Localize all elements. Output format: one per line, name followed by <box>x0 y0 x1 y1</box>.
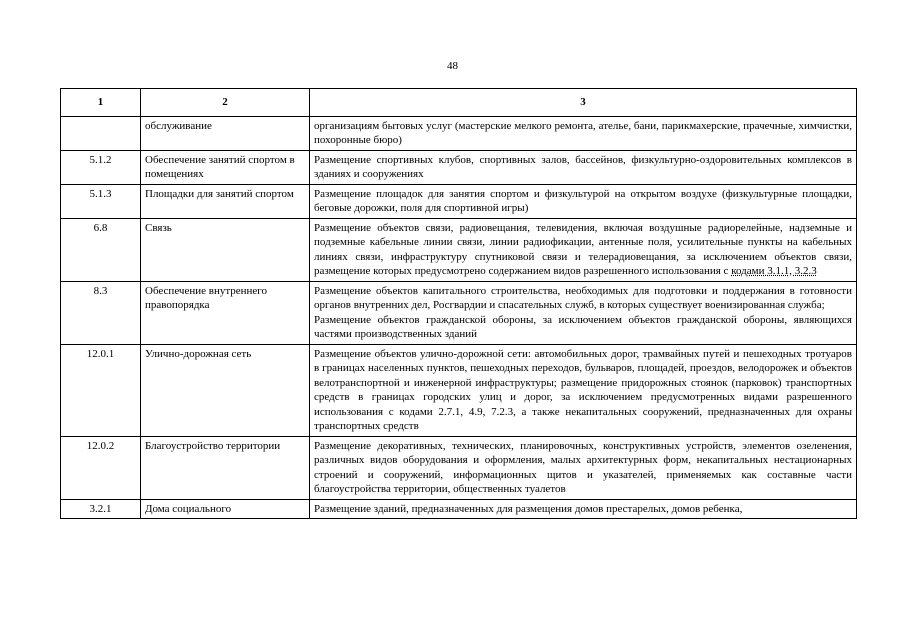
code-reference-link[interactable]: кодами 3.1.1, 3.2.3 <box>731 265 817 277</box>
land-use-description <box>310 184 857 218</box>
land-use-code: 12.0.1 <box>61 344 141 436</box>
description-paragraph <box>314 153 852 182</box>
land-use-description <box>310 436 857 499</box>
description-paragraph <box>314 221 852 279</box>
land-use-name: Связь <box>141 218 310 281</box>
land-use-code: 5.1.3 <box>61 184 141 218</box>
land-use-description <box>310 218 857 281</box>
land-use-description <box>310 116 857 150</box>
description-text: Размещение спортивных клубов, спортивных залов, бассейнов, физкультурно-оздоровительных комплексов в зданиях и сооружениях <box>314 153 852 180</box>
land-use-name: Площадки для занятий спортом <box>141 184 310 218</box>
description-paragraph <box>314 439 852 497</box>
land-use-description <box>310 499 857 519</box>
table-row <box>61 150 857 184</box>
description-text: Размещение объектов гражданской обороны, за исключением объектов гражданской обороны, являющихся частями производственных зданий <box>314 313 852 340</box>
description-text: Размещение объектов связи, радиовещания, телевидения, включая воздушные радиорелейные, надземные и подземные кабельные линии связи, линии радиофикации, антенные поля, усилительные пункты на кабельных линиях связи, инфраструктуру спутниковой связи и телерадиовещания, за исключением объектов связи, размещение которых предусмотрено содержанием видов разрешенного использования с <box>314 221 852 277</box>
description-text: организациям бытовых услуг (мастерские мелкого ремонта, ателье, бани, парикмахерские, прачечные, химчистки, похоронные бюро) <box>314 119 852 146</box>
land-use-name: Благоустройство территории <box>141 436 310 499</box>
page-number: 48 <box>447 60 458 72</box>
description-paragraph <box>314 313 852 342</box>
column-header-code: 1 <box>61 89 141 117</box>
table-row <box>61 499 857 519</box>
land-use-description <box>310 150 857 184</box>
description-text: Размещение зданий, предназначенных для размещения домов престарелых, домов ребенка, <box>314 502 743 515</box>
land-use-code: 8.3 <box>61 281 141 344</box>
table-row <box>61 116 857 150</box>
land-use-description <box>310 281 857 344</box>
column-header-description: 3 <box>310 89 857 117</box>
land-use-table <box>60 88 857 519</box>
column-header-name: 2 <box>141 89 310 117</box>
description-text: Размещение площадок для занятия спортом и физкультурой на открытом воздухе (физкультурные площадки, беговые дорожки, поля для спортивной игры) <box>314 187 852 214</box>
description-text: Размещение объектов улично-дорожной сети: автомобильных дорог, трамвайных путей и пешеходных тротуаров в границах населенных пунктов, пешеходных переходов, бульваров, площадей, проездов, велодорожек и объектов велотранспортной и инженерной инфраструктуры; размещение придорожных стоянок (парковок) транспортных средств в границах городских улиц и дорог, за исключением предусмотренных видами разрешенного использования с кодами 2.7.1, 4.9, 7.2.3, а также некапитальных сооружений, предназначенных для охраны транспортных средств <box>314 347 852 432</box>
description-paragraph <box>314 119 852 148</box>
table-row <box>61 436 857 499</box>
description-text: Размещение объектов капитального строительства, необходимых для подготовки и поддержания в готовности органов внутренних дел, Росгвардии и спасательных служб, в которых существует военизированная служба; <box>314 284 852 311</box>
description-paragraph <box>314 502 852 517</box>
land-use-name: Улично-дорожная сеть <box>141 344 310 436</box>
land-use-code: 3.2.1 <box>61 499 141 519</box>
table-row <box>61 344 857 436</box>
description-paragraph <box>314 187 852 216</box>
table-row <box>61 281 857 344</box>
description-paragraph <box>314 284 852 313</box>
land-use-name: Дома социального <box>141 499 310 519</box>
land-use-code: 12.0.2 <box>61 436 141 499</box>
land-use-code <box>61 116 141 150</box>
description-paragraph <box>314 347 852 434</box>
table-header-row <box>61 89 857 117</box>
description-text: Размещение декоративных, технических, планировочных, конструктивных устройств, элементов озеленения, различных видов оборудования и оформления, малых архитектурных форм, некапитальных нестационарных строений и сооружений, информационных щитов и указателей, применяемых как составные части благоустройства территории, общественных туалетов <box>314 439 852 495</box>
table-row <box>61 184 857 218</box>
land-use-name: обслуживание <box>141 116 310 150</box>
land-use-code: 6.8 <box>61 218 141 281</box>
land-use-name: Обеспечение занятий спортом в помещениях <box>141 150 310 184</box>
table-row <box>61 218 857 281</box>
land-use-description <box>310 344 857 436</box>
land-use-code: 5.1.2 <box>61 150 141 184</box>
land-use-name: Обеспечение внутреннего правопорядка <box>141 281 310 344</box>
